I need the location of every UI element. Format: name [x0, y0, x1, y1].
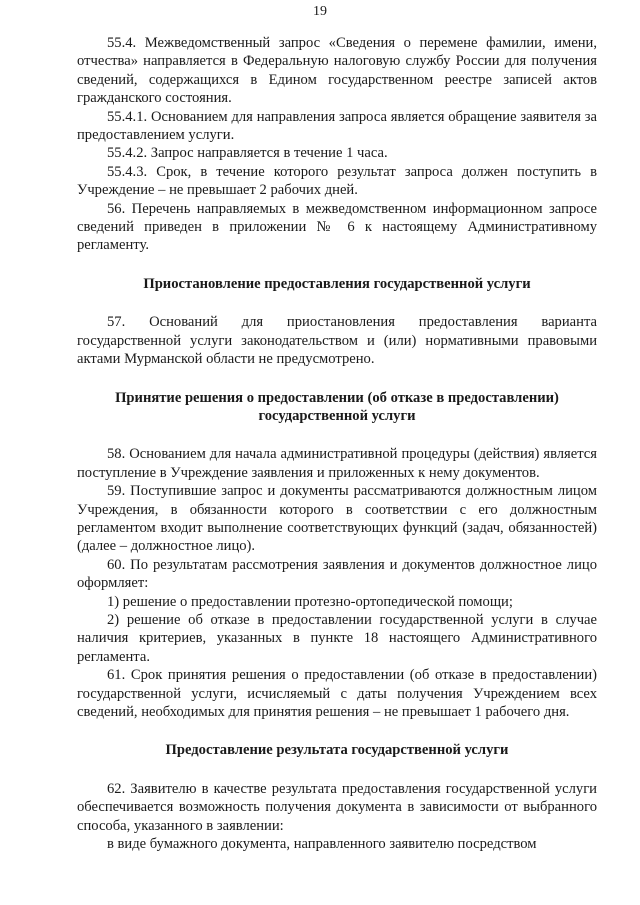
page-number: 19	[313, 4, 327, 19]
list-item-60-1: 1) решение о предоставлении протезно-ортопедической помощи;	[107, 593, 513, 610]
paragraph-59: 59. Поступившие запрос и документы рассматриваются должностным лицом Учреждения, в обязанности которого в соответствии с его должностным регламентом входит выполнение соответствующих функций (задач, обязанностей) (далее – должностное лицо).	[77, 483, 597, 555]
list-item-60-2: 2) решение об отказе в предоставлении государственной услуги в случае наличия критериев, указанных в пункте 18 настоящего Административного регламента.	[77, 611, 597, 665]
paragraph-55-4-1: 55.4.1. Основанием для направления запроса является обращение заявителя за предоставлением услуги.	[77, 108, 597, 144]
section-heading-suspension: Приостановление предоставления государственной услуги	[143, 275, 531, 292]
paragraph-58: 58. Основанием для начала административной процедуры (действия) является поступление в Учреждение заявления и приложенных к нему документов.	[77, 446, 597, 481]
section-heading-decision: Принятие решения о предоставлении (об отказе в предоставлении) государственной услуги	[115, 389, 559, 424]
paragraph-62-continued: в виде бумажного документа, направленного заявителю посредством	[107, 836, 537, 853]
paragraph-60: 60. По результатам рассмотрения заявления и документов должностное лицо оформляет:	[77, 556, 597, 592]
paragraph-55-4-3: 55.4.3. Срок, в течение которого результат запроса должен поступить в Учреждение – не превышает 2 рабочих дней.	[77, 163, 597, 199]
section-heading-result: Предоставление результата государственной услуги	[165, 742, 509, 759]
paragraph-61: 61. Срок принятия решения о предоставлении (об отказе в предоставлении) государственной услуги, исчисляемый с даты получения Учреждением всех сведений, необходимых для принятия решения – не превышает 1 рабочего дня.	[77, 667, 597, 720]
paragraph-57: 57. Оснований для приостановления предоставления варианта государственной услуги законодательством и (или) нормативными правовыми актами Мурманской области не предусмотрено.	[77, 314, 597, 368]
document-body	[77, 34, 597, 853]
paragraph-55-4-2: 55.4.2. Запрос направляется в течение 1 часа.	[107, 145, 388, 162]
paragraph-62: 62. Заявителю в качестве результата предоставления государственной услуги обеспечивается возможность получения документа в зависимости от выбранного способа, указанного в заявлении:	[77, 780, 597, 834]
paragraph-55-4: 55.4. Межведомственный запрос «Сведения о перемене фамилии, имени, отчества» направляется в Федеральную налоговую службу России для получения сведений, содержащихся в Едином государственном реестре записей актов гражданского состояния.	[77, 35, 597, 107]
paragraph-56: 56. Перечень направляемых в межведомственном информационном запросе сведений приведен в приложении № 6 к настоящему Административному регламенту.	[77, 200, 597, 254]
